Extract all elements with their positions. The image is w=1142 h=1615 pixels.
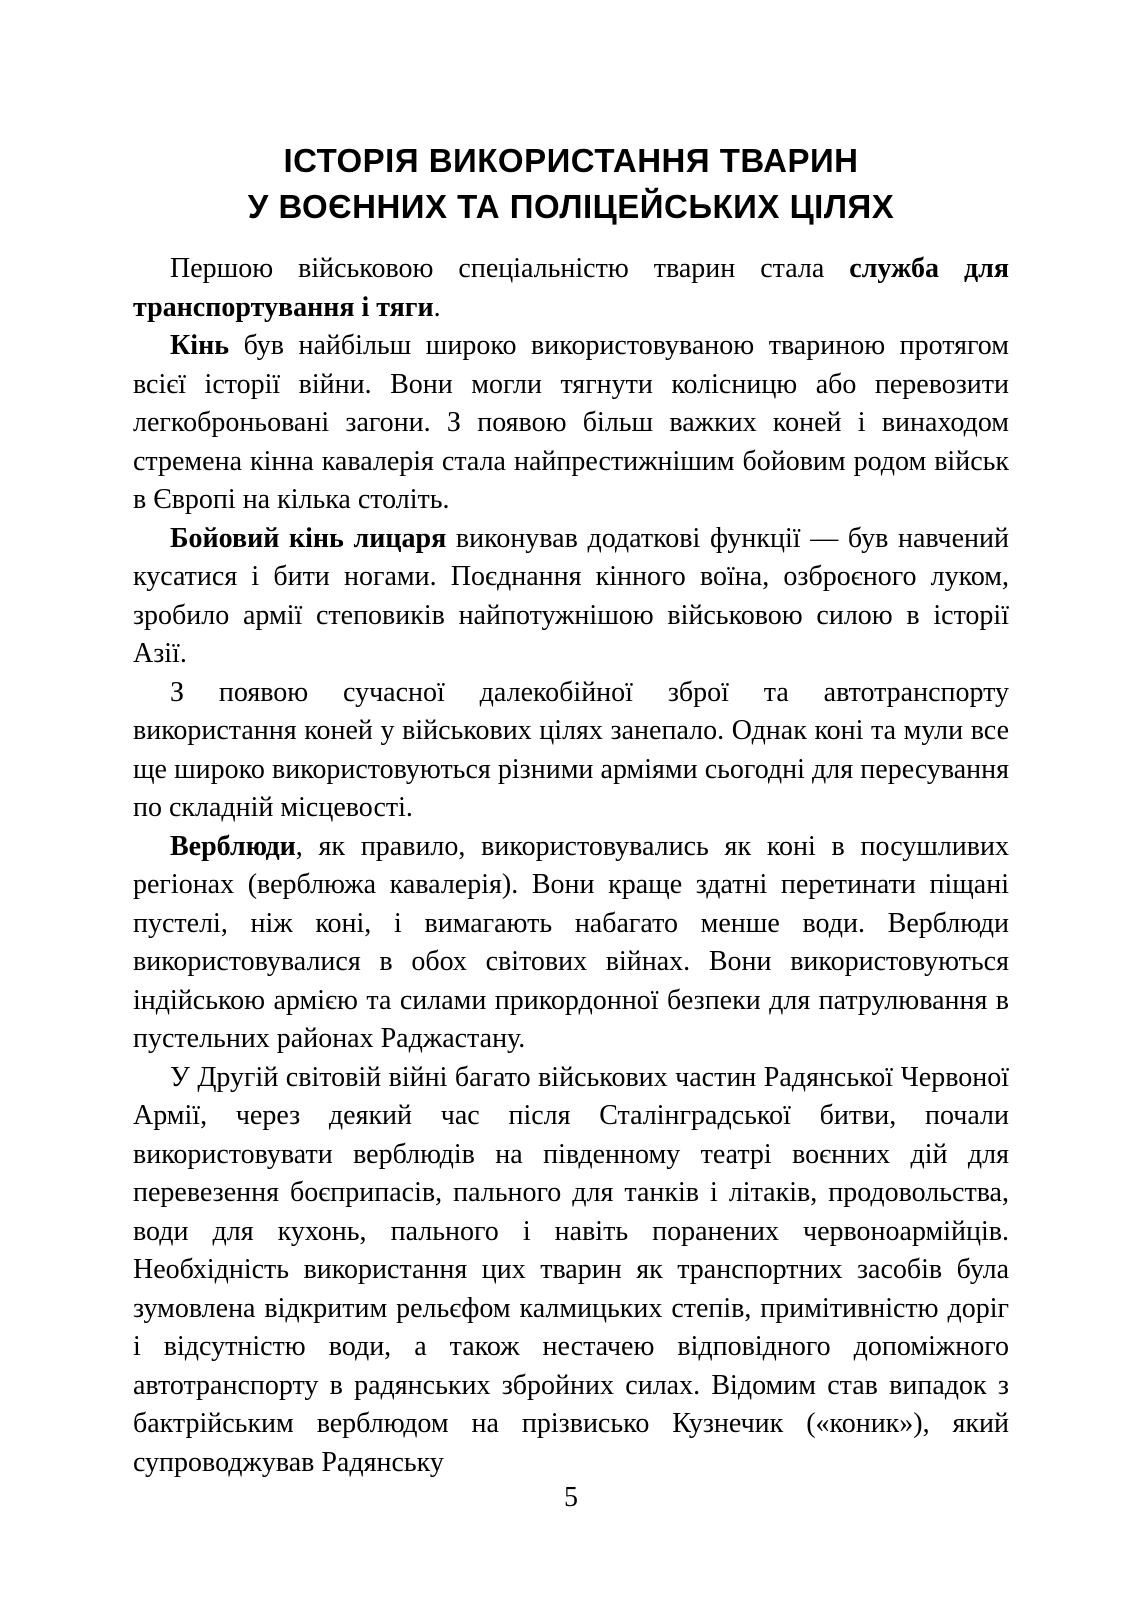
paragraph-4-text-after: З появою сучасної далекобійної зброї та автотранспорту використання коней у військових цілях занепало. Однак коні та мули все ще широко використовуються різними арміями сьогодні для пересування по складній місцевості. xyxy=(133,676,1009,823)
paragraph-1-bold-text: служба для транспортування і тяги xyxy=(133,253,1009,323)
paragraph-1 xyxy=(133,250,1009,327)
paragraph-5-text-after: , як правило, використовувались як коні в посушливих регіонах (верблюжа кавалерія). Вони краще здатні перетинати піщані пустелі, ніж коні, і вимагають набагато менше води. Верблюди використовувалися в обох світових війнах. Вони використовуються індійською армією та силами прикордонної безпеки для патрулювання в пустельних районах Раджастану. xyxy=(133,830,1009,1054)
paragraph-6-text-after: У Другій світовій війні багато військових частин Радянської Червоної Армії, через деякий час після Сталінградської битви, почали використовувати верблюдів на південному театрі воєнних дій для перевезення боєприпасів, пального для танків і літаків, продовольства, води для кухонь, пального і навіть поранених червоноармійців. Необхідність використання цих тварин як транспортних засобів була зумовлена відкритим рельєфом калмицьких степів, примітивністю доріг і відсутністю води, а також нестачею відповідного допоміжного автотранспорту в радянських збройних силах. Відомим став випадок з бактрійським верблюдом на прізвисько Кузнечик («коник»), який супроводжував Радянську xyxy=(133,1061,1009,1478)
paragraph-3-text-after: виконував додаткові функції — був навчений кусатися і бити ногами. Поєднання кінного воїна, озброєного луком, зробило армії степовиків найпотужнішою військовою силою в історії Азії. xyxy=(133,522,1009,669)
page-title xyxy=(0,138,1142,230)
paragraph-4 xyxy=(133,674,1009,828)
page-title-line-2: У ВОЄННИХ ТА ПОЛІЦЕЙСЬКИХ ЦІЛЯХ xyxy=(247,188,895,225)
paragraph-5 xyxy=(133,828,1009,1059)
paragraph-2-text-after: був найбільш широко використовуваною твариною протягом всієї історії війни. Вони могли тягнути колісницю або перевозити легкоброньовані загони. З появою більш важких коней і винаходом стремена кінна кавалерія стала найпрестижнішим бойовим родом військ в Європі на кілька століть. xyxy=(133,330,1009,515)
paragraph-5-bold-text: Верблюди xyxy=(170,830,296,862)
paragraph-2-bold-text: Кінь xyxy=(170,330,230,361)
paragraph-3 xyxy=(133,520,1009,674)
page-number: 5 xyxy=(564,1482,578,1513)
page-title-line-1: ІСТОРІЯ ВИКОРИСТАННЯ ТВАРИН xyxy=(283,142,859,179)
body-text xyxy=(133,250,1009,1482)
paragraph-6 xyxy=(133,1059,1009,1483)
paragraph-3-bold-text: Бойовий кінь лицаря xyxy=(170,522,447,554)
paragraph-1-text-after: . xyxy=(433,291,441,323)
paragraph-1-text: Першою військовою спеціальністю тварин стала xyxy=(170,253,850,284)
paragraph-2 xyxy=(133,327,1009,520)
